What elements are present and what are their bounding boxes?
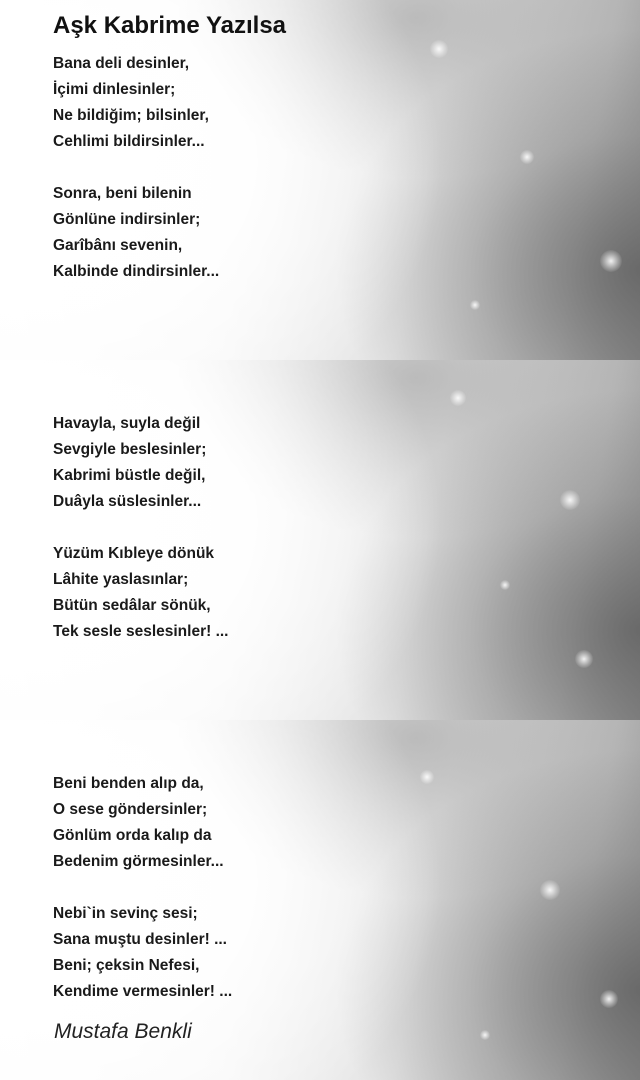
sparkle-decoration	[575, 650, 593, 668]
sparkle-decoration	[480, 1030, 490, 1040]
stanza	[53, 771, 224, 875]
poem-line: Tek sesle seslesinler! ...	[53, 623, 229, 640]
sparkle-decoration	[520, 150, 534, 164]
poem-line: Sonra, beni bilenin	[53, 185, 192, 202]
sparkle-decoration	[500, 580, 510, 590]
stanza	[53, 411, 206, 515]
stanza	[53, 181, 219, 285]
poem-line: Cehlimi bildirsinler...	[53, 133, 205, 150]
poem-line: Havayla, suyla değil	[53, 415, 201, 432]
poem-line: Sana muştu desinler! ...	[53, 931, 227, 948]
sparkle-decoration	[430, 40, 448, 58]
stanza	[53, 901, 232, 1005]
poem-line: Garîbânı sevenin,	[53, 237, 183, 254]
sparkle-decoration	[420, 770, 434, 784]
poem-panel-1	[0, 0, 640, 360]
poem-line: Bedenim görmesinler...	[53, 853, 224, 870]
poem-line: Beni; çeksin Nefesi,	[53, 957, 200, 974]
stanza	[53, 541, 229, 645]
poem-title: Aşk Kabrime Yazılsa	[53, 12, 287, 39]
poem-line: Beni benden alıp da,	[53, 775, 204, 792]
sparkle-decoration	[600, 250, 622, 272]
poem-line: Kalbinde dindirsinler...	[53, 263, 220, 280]
poem-line: Kabrimi büstle değil,	[53, 467, 206, 484]
stanza	[53, 51, 209, 155]
sparkle-decoration	[560, 490, 580, 510]
poem-line: Lâhite yaslasınlar;	[53, 571, 189, 588]
poem-line: Sevgiyle beslesinler;	[53, 441, 207, 458]
poem-line: Bana deli desinler,	[53, 55, 190, 72]
poem-line: Ne bildiğim; bilsinler,	[53, 107, 209, 124]
poem-line: İçimi dinlesinler;	[53, 81, 176, 98]
poem-line: Bütün sedâlar sönük,	[53, 597, 211, 614]
sparkle-decoration	[600, 990, 618, 1008]
poem-line: Gönlüm orda kalıp da	[53, 827, 212, 844]
poem-panel-3	[0, 720, 640, 1080]
poem-line: Duâyla süslesinler...	[53, 493, 202, 510]
poem-panel-2	[0, 360, 640, 720]
poem-line: Kendime vermesinler! ...	[53, 983, 233, 1000]
sparkle-decoration	[470, 300, 480, 310]
poem-line: Nebi`in sevinç sesi;	[53, 905, 198, 922]
poem-author: Mustafa Benkli	[54, 1020, 192, 1043]
poem-line: Gönlüne indirsinler;	[53, 211, 201, 228]
sparkle-decoration	[450, 390, 466, 406]
sparkle-decoration	[540, 880, 560, 900]
poem-line: O sese göndersinler;	[53, 801, 208, 818]
poem-line: Yüzüm Kıbleye dönük	[53, 545, 215, 562]
